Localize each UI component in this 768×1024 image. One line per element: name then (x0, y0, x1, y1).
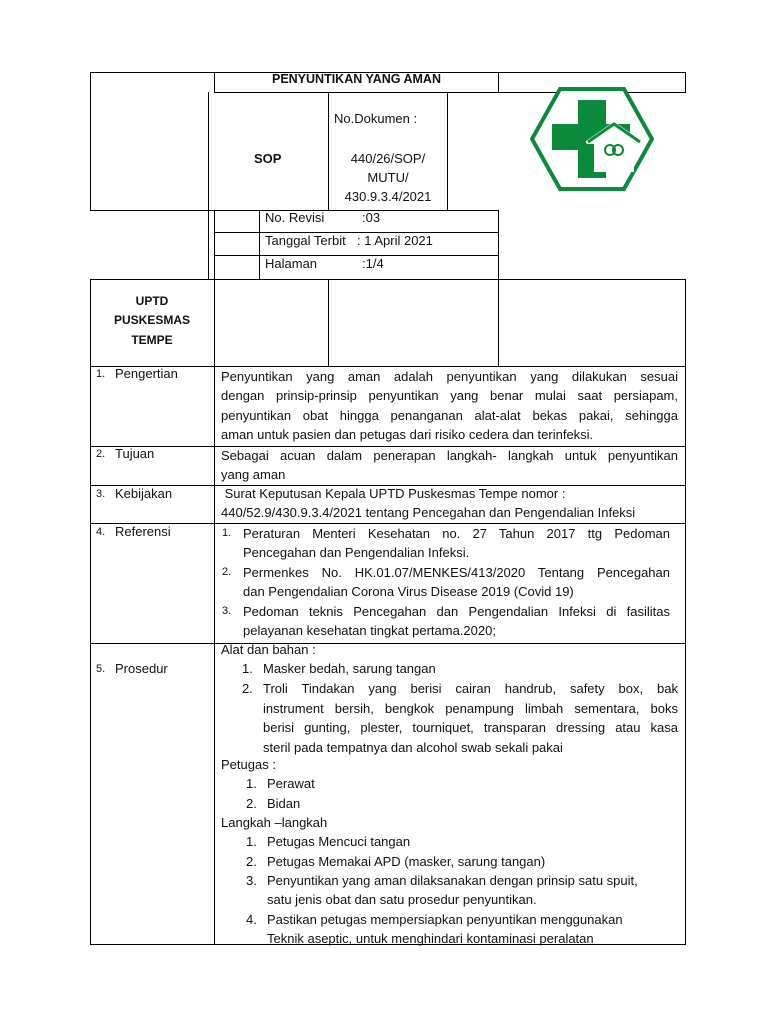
document-title: PENYUNTIKAN YANG AMAN (271, 72, 441, 86)
petugas-heading: Petugas : (221, 757, 276, 772)
no-dokumen-line-1: 440/26/SOP/ (350, 151, 426, 166)
petugas-item-bidan: Bidan (267, 796, 301, 811)
org-line-1: UPTD (135, 294, 169, 308)
alat-item-number: 1. (242, 661, 253, 676)
langkah-item-number: 4. (246, 912, 257, 927)
alat-item-2-line-2: instrument bersih, bengkok penampung limbah sementara, boks (263, 701, 678, 716)
pengertian-line-3: penyuntikan obat hingga penanganan alat-alat bekas pakai, sehingga (221, 408, 678, 423)
langkah-item-2-line-1: Petugas Memakai APD (masker, sarung tangan) (267, 854, 546, 869)
referensi-item-3-line-2: pelayanan kesehatan tingkat pertama.2020; (243, 623, 496, 638)
petugas-item-number: 1. (246, 776, 257, 791)
langkah-item-1-line-1: Petugas Mencuci tangan (267, 834, 411, 849)
petugas-item-perawat: Perawat (267, 776, 315, 791)
petugas-item-number: 2. (246, 796, 257, 811)
alat-item-2-line-1: Troli Tindakan yang berisi cairan handrub, safety box, bak (263, 681, 678, 696)
halaman-value: :1/4 (362, 256, 384, 271)
kebijakan-line-2: 440/52.9/430.9.3.4/2021 tentang Pencegahan dan Pengendalian Infeksi (221, 505, 636, 520)
pengertian-line-2: dengan prinsip-prinsip penyuntikan yang benar mulai saat persiapam, (221, 388, 678, 403)
section-label-referensi: Referensi (115, 524, 171, 539)
referensi-item-number: 1. (222, 527, 232, 539)
tanggal-terbit-label: Tanggal Terbit (265, 233, 346, 248)
referensi-item-1-line-2: Pencegahan dan Pengendalian Infeksi. (243, 545, 470, 560)
no-dokumen-line-3: 430.9.3.4/2021 (344, 189, 432, 204)
langkah-item-number: 2. (246, 854, 257, 869)
referensi-item-2-line-2: dan Pengendalian Corona Virus Disease 2019 (Covid 19) (243, 584, 574, 599)
section-number: 2. (96, 448, 106, 460)
tujuan-line-2: yang aman (221, 467, 286, 482)
pengertian-line-4: aman untuk pasien dan petugas dari risiko cedera dan terinfeksi. (221, 427, 594, 442)
sop-label: SOP (254, 151, 282, 166)
no-revisi-label: No. Revisi (265, 210, 325, 225)
kebijakan-line-1: Surat Keputusan Kepala UPTD Puskesmas Tempe nomor : (221, 486, 566, 501)
tanggal-terbit-value: : 1 April 2021 (357, 233, 433, 248)
org-line-3: TEMPE (131, 333, 173, 347)
langkah-item-number: 1. (246, 834, 257, 849)
no-dokumen-label: No.Dokumen : (334, 111, 418, 126)
pengertian-line-1: Penyuntikan yang aman adalah penyuntikan yang dilakukan sesuai (221, 369, 678, 384)
langkah-heading: Langkah –langkah (221, 815, 328, 830)
section-number: 3. (96, 488, 106, 500)
halaman-label: Halaman (265, 256, 318, 271)
alat-item-2-line-4: steril pada tempatnya dan alcohol swab sekali pakai (263, 740, 563, 755)
referensi-item-number: 2. (222, 566, 232, 578)
langkah-item-4-line-1: Pastikan petugas mempersiapkan penyuntikan menggunakan (267, 912, 623, 927)
alat-heading: Alat dan bahan : (221, 642, 316, 657)
referensi-item-number: 3. (222, 605, 232, 617)
no-revisi-value: :03 (362, 210, 381, 225)
section-label-prosedur: Prosedur (115, 661, 168, 676)
section-number: 5. (96, 663, 106, 675)
langkah-item-3-line-2: satu jenis obat dan satu prosedur penyuntikan. (267, 892, 537, 907)
referensi-item-2-line-1: Permenkes No. HK.01.07/MENKES/413/2020 Tentang Pencegahan (243, 565, 670, 580)
langkah-item-number: 3. (246, 873, 257, 888)
section-number: 4. (96, 526, 106, 538)
section-label-tujuan: Tujuan (115, 446, 155, 461)
tujuan-line-1: Sebagai acuan dalam penerapan langkah- langkah untuk penyuntikan (221, 448, 678, 463)
section-label-pengertian: Pengertian (115, 366, 178, 381)
referensi-item-1-line-1: Peraturan Menteri Kesehatan no. 27 Tahun 2017 ttg Pedoman (243, 526, 670, 541)
langkah-item-4-line-2: Teknik aseptic, untuk menghindari kontaminasi peralatan (267, 931, 594, 946)
alat-item-2-line-3: berisi gunting, plester, tourniquet, transparan dressing atau kasa (263, 720, 678, 735)
org-line-2: PUSKESMAS (113, 313, 190, 327)
no-dokumen-line-2: MUTU/ (367, 170, 409, 185)
referensi-item-3-line-1: Pedoman teknis Pencegahan dan Pengendalian Infeksi di fasilitas (243, 604, 670, 619)
langkah-item-3-line-1: Penyuntikan yang aman dilaksanakan dengan prinsip satu spuit, (267, 873, 638, 888)
section-label-kebijakan: Kebijakan (115, 486, 173, 501)
alat-item-1-line-1: Masker bedah, sarung tangan (263, 661, 436, 676)
puskesmas-logo (530, 86, 654, 192)
alat-item-number: 2. (242, 681, 253, 696)
section-number: 1. (96, 368, 106, 380)
